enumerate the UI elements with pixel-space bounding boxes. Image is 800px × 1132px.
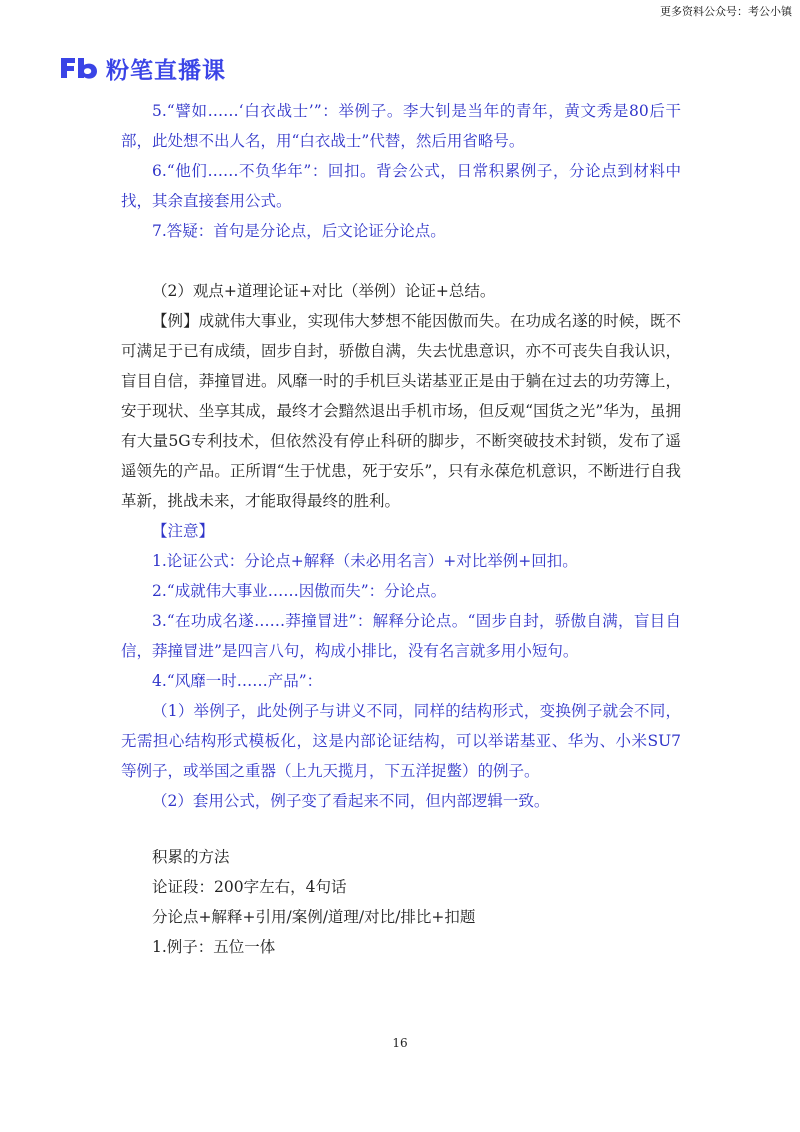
note-item: 2.“成就伟大事业……因傲而失”：分论点。 (152, 582, 447, 600)
note-subitem: （2）套用公式，例子变了看起来不同，但内部逻辑一致。 (152, 792, 550, 810)
top-note: 更多资料公众号：考公小镇 (660, 5, 792, 18)
method-line: 1.例子：五位一体 (152, 938, 276, 956)
note-subitem: （1）举例子，此处例子与讲义不同，同样的结构形式，变换例子就会不同，无需担心结构形式模板化，这是内部论证结构，可以举诺基亚、华为、小米SU7等例子，或举国之重器（上九天揽月，下五洋捉鳖）的例子。 (121, 702, 681, 780)
note-paragraph: 5.“譬如……‘白衣战士’”：举例子。李大钊是当年的青年，黄文秀是80后干部，此处想不出人名，用“白衣战士”代替，然后用省略号。 (121, 102, 681, 150)
note-title: 【注意】 (152, 522, 215, 540)
note-item: 3.“在功成名遂……莽撞冒进”：解释分论点。“固步自封，骄傲自满，盲目自信，莽撞冒进”是四言八句，构成小排比，没有名言就多用小短句。 (121, 612, 681, 660)
method-line: 分论点+解释+引用/案例/道理/对比/排比+扣题 (152, 908, 476, 926)
note-item: 1.论证公式：分论点+解释（未必用名言）+对比举例+回扣。 (152, 552, 578, 570)
page-number: 16 (392, 1036, 408, 1050)
note-paragraph: 7.答疑：首句是分论点，后文论证分论点。 (152, 222, 446, 240)
method-line: 论证段：200字左右，4句话 (152, 878, 347, 896)
brand-name: 粉笔直播课 (106, 57, 226, 84)
example-paragraph: 【例】成就伟大事业，实现伟大梦想不能因傲而失。在功成名遂的时候，既不可满足于已有成绩，固步自封，骄傲自满，失去忧患意识，亦不可丧失自我认识，盲目自信，莽撞冒进。风靡一时的手机巨头诺基亚正是由于躺在过去的功劳簿上，安于现状、坐享其成，最终才会黯然退出手机市场，但反观“国货之光”华为，虽拥有大量5G专利技术，但依然没有停止科研的脚步，不断突破技术封锁，发布了遥遥领先的产品。正所谓“生于忧患，死于安乐”，只有永葆危机意识，不断进行自我革新，挑战未来，才能取得最终的胜利。 (121, 312, 681, 510)
brand-header (60, 54, 226, 82)
document-body (121, 96, 681, 962)
section-heading: （2）观点+道理论证+对比（举例）论证+总结。 (152, 282, 496, 300)
fb-logo-icon (60, 56, 98, 80)
method-title: 积累的方法 (152, 848, 230, 866)
note-item: 4.“风靡一时……产品”： (152, 672, 323, 690)
note-paragraph: 6.“他们……不负华年”：回扣。背会公式，日常积累例子，分论点到材料中找，其余直接套用公式。 (121, 162, 681, 210)
